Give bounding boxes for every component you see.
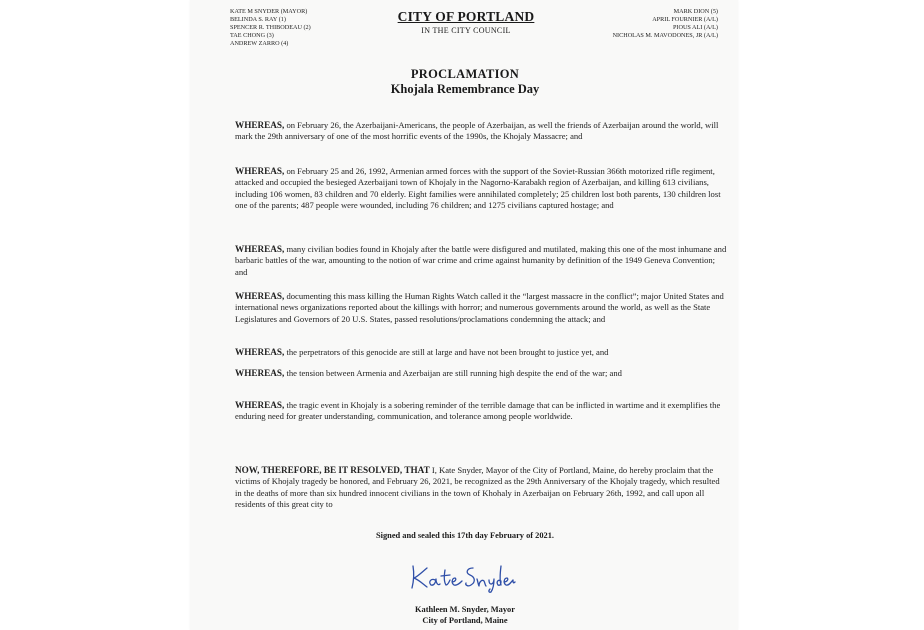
signer-org: City of Portland, Maine xyxy=(422,616,508,625)
council-member: APRIL FOURNIER (A/L) xyxy=(652,16,718,23)
council-member: NICHOLAS M. MAVODONES, JR (A/L) xyxy=(612,32,718,39)
whereas-text: documenting this mass killing the Human Rights Watch called it the “largest massacre in the conflict”; major United States and international news organizations reported about the killings with horror; and numerous governments around the world, as well as the State Legislatures and Governors of 20 U.S. States, passed resolutions/proclamations condemning the attack; and xyxy=(235,291,724,324)
council-member: ANDREW ZARRO (4) xyxy=(230,40,289,47)
signed-sealed-line: Signed and sealed this 17th day February of 2021. xyxy=(376,531,554,540)
whereas-clause xyxy=(235,400,727,423)
whereas-clause xyxy=(235,291,727,325)
resolved-text: I, Kate Snyder, Mayor of the City of Portland, Maine, do hereby proclaim that the victims of Khojaly tragedy be honored, and February 26, 2021, be recognized as the 29th Anniversary of the Khojaly tragedy, which resulted in the deaths of more than six hundred innocent civilians in the town of Khohaly in Azerbaijan on February 26th, 1992, and call upon all residents of this great city to xyxy=(235,465,720,510)
whereas-keyword: WHEREAS, xyxy=(235,166,285,176)
proclamation-title: PROCLAMATION xyxy=(410,67,520,81)
city-name: CITY OF PORTLAND xyxy=(397,9,535,24)
whereas-clause xyxy=(235,244,727,278)
whereas-text: on February 26, the Azerbaijani-Americans, the people of Azerbaijan, as well the friends of Azerbaijan around the world, will mark the 29th anniversary of one of the most horrific events of the 1990s, the Khojaly Massacre; and xyxy=(235,120,719,142)
whereas-text: on February 25 and 26, 1992, Armenian armed forces with the support of the Soviet-Russian 366th motorized rifle regiment, attacked and occupied the besieged Azerbaijani town of Khojaly in the Nagorno-Karabakh region of Azerbaijan, and killing 613 civilians, including 106 women, 83 children and 70 elderly. Eight families were annihilated completely; 25 children lost both parents, 130 children lost one of the parents; 487 people were wounded, including 76 children; and 1275 civilians captured hostage; and xyxy=(235,166,721,211)
council-member: MARK DION (5) xyxy=(673,8,718,15)
council-member: TAE CHONG (3) xyxy=(230,32,274,39)
whereas-text: the perpetrators of this genocide are still at large and have not been brought to justice yet, and xyxy=(286,347,609,357)
council-member: SPENCER R. THIBODEAU (2) xyxy=(230,24,311,31)
letterhead xyxy=(396,9,536,35)
whereas-keyword: WHEREAS, xyxy=(235,368,285,378)
signer-block xyxy=(330,604,600,626)
mayor-signature-image xyxy=(405,560,520,594)
council-member: PIOUS ALI (A/L) xyxy=(672,24,718,31)
council-member: KATE M SNYDER (MAYOR) xyxy=(230,8,308,15)
whereas-keyword: WHEREAS, xyxy=(235,244,285,254)
whereas-text: the tension between Armenia and Azerbaijan are still running high despite the end of the war; and xyxy=(286,368,622,378)
whereas-clause xyxy=(235,368,727,379)
signer-name: Kathleen M. Snyder, Mayor xyxy=(415,605,515,614)
whereas-keyword: WHEREAS, xyxy=(235,400,285,410)
whereas-clause xyxy=(235,347,727,358)
whereas-text: many civilian bodies found in Khojaly after the battle were disfigured and mutilated, making this one of the most inhumane and barbaric battles of the war, amounting to the notion of war crime and crime against humanity by definition of the 1949 Geneva Convention; and xyxy=(235,244,727,277)
city-council-label: IN THE CITY COUNCIL xyxy=(421,26,511,35)
council-members-left xyxy=(230,8,311,48)
proclamation-subtitle: Khojala Remembrance Day xyxy=(390,82,540,96)
whereas-keyword: WHEREAS, xyxy=(235,347,285,357)
whereas-clause xyxy=(235,166,727,212)
whereas-clause xyxy=(235,120,727,143)
whereas-keyword: WHEREAS, xyxy=(235,120,285,130)
council-members-right xyxy=(613,8,718,40)
resolution-clause xyxy=(235,465,727,511)
whereas-keyword: WHEREAS, xyxy=(235,291,285,301)
resolved-keyword: NOW, THEREFORE, BE IT RESOLVED, THAT xyxy=(235,465,430,475)
council-member: BELINDA S. RAY (1) xyxy=(230,16,286,23)
whereas-text: the tragic event in Khojaly is a sobering reminder of the terrible damage that can be inflicted in wartime and it exemplifies the enduring need for greater understanding, communication, and tolerance among people worldwide. xyxy=(235,400,721,422)
